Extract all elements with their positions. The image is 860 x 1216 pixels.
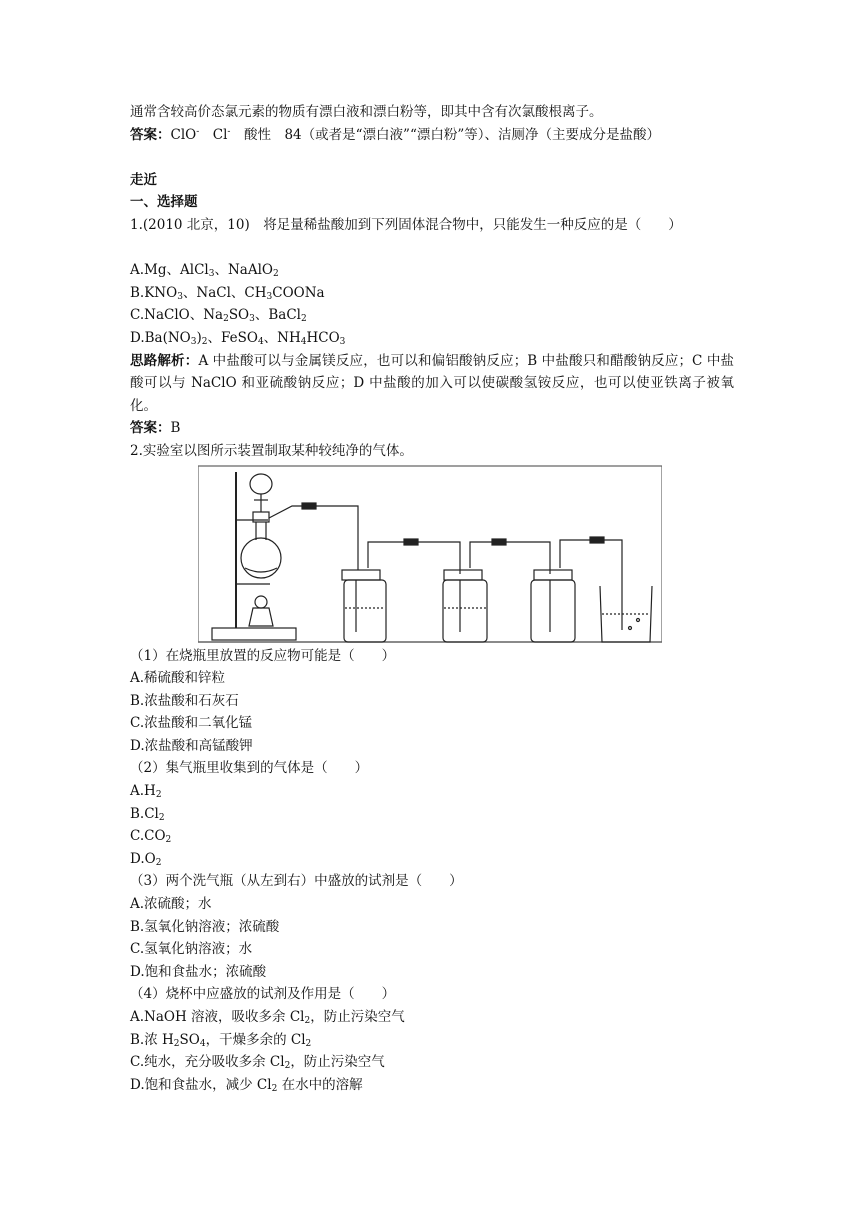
q2-sub4-option-c: C.纯水，充分吸收多余 $Cl_2$，防止污染空气 xyxy=(130,1054,385,1072)
part-title: 一、选择题 xyxy=(130,194,198,211)
q2-sub3-option-d: D.饱和食盐水；浓硫酸 xyxy=(130,963,267,980)
q1-analysis xyxy=(130,350,734,418)
q1-option-a: A.Mg、AlCl$_3$、NaAlO$_2$ xyxy=(130,262,279,280)
q2-sub4-option-a: A.NaOH 溶液，吸收多余 $Cl_2$，防止污染空气 xyxy=(130,1009,405,1026)
answer-label: 答案： xyxy=(130,126,171,143)
answer-line-1 xyxy=(130,124,740,147)
q1-answer xyxy=(130,417,740,440)
analysis-label: 思路解析： xyxy=(130,352,199,369)
q1-option-b: $B.KNO_3$、NaCl、$CH_3COONa$ xyxy=(130,284,325,302)
q2-sub1-option-c: C.浓盐酸和二氧化锰 xyxy=(130,715,253,732)
q2-sub2-option-a: $A.H_2$ xyxy=(130,783,162,801)
q2-sub1-option-b: B.浓盐酸和石灰石 xyxy=(130,692,239,709)
gas-apparatus-diagram xyxy=(198,462,662,646)
q2-sub4-option-b: B.浓 $H_2SO_4$，干燥多余的 $Cl_2$ xyxy=(130,1031,312,1049)
q2-sub2-option-d: $D.O_2$ xyxy=(130,850,162,868)
answer-rest: 酸性 84（或者是“漂白液”“漂白粉”等）、洁厕净（主要成分是盐酸） xyxy=(243,126,661,143)
q2-sub1-option-d: D.浓盐酸和高锰酸钾 xyxy=(130,737,253,754)
hypochlorite-formula: ClO- xyxy=(170,126,200,143)
q2-sub2-option-c: $C.CO_2$ xyxy=(130,828,172,846)
q2-sub2-option-b: $B.Cl_2$ xyxy=(130,805,165,823)
intro-text: 通常含较高价态氯元素的物质有漂白液和漂白粉等，即其中含有次氯酸根离子。 xyxy=(130,104,603,120)
q2-sub3-option-c: C.氢氧化钠溶液；水 xyxy=(130,941,253,958)
q1-stem: 1.(2010 北京，10) 将足量稀盐酸加到下列固体混合物中，只能发生一种反应的是（ ） xyxy=(130,216,682,233)
q2-sub1-option-a: A.稀硫酸和锌粒 xyxy=(130,670,226,687)
q2-sub1-stem: （1）在烧瓶里放置的反应物可能是（ ） xyxy=(130,647,396,664)
answer-value: B xyxy=(170,420,181,437)
q2-stem: 2.实验室以图所示装置制取某种较纯净的气体。 xyxy=(130,442,413,459)
apparatus-figure xyxy=(198,462,662,646)
q1-option-d: $D.Ba(NO_3)_2$、FeSO$_4$、$NH_4HCO_3$ xyxy=(130,329,346,347)
answer-label: 答案： xyxy=(130,420,171,437)
q2-sub4-stem: （4）烧杯中应盛放的试剂及作用是（ ） xyxy=(130,986,396,1003)
q2-sub4-option-d: D.饱和食盐水，减少 $Cl_2$ 在水中的溶解 xyxy=(130,1076,363,1094)
q2-sub3-stem: （3）两个洗气瓶（从左到右）中盛放的试剂是（ ） xyxy=(130,873,463,890)
q1-option-c: C.NaClO、$Na_2SO_3$、BaCl$_2$ xyxy=(130,307,307,325)
q2-sub3-option-a: A.浓硫酸；水 xyxy=(130,896,212,913)
q2-sub3-option-b: B.氢氧化钠溶液；浓硫酸 xyxy=(130,918,280,935)
section-title: 走近 xyxy=(130,171,157,188)
analysis-text: A 中盐酸可以与金属镁反应，也可以和偏铝酸钠反应；B 中盐酸只和醋酸钠反应；C 中盐酸可以与 NaClO 和亚硫酸钠反应；D 中盐酸的加入可以使碳酸氢铵反应，也可以使亚铁离子被氧化。 xyxy=(130,352,735,414)
chloride-formula: Cl- xyxy=(212,126,231,143)
q2-sub2-stem: （2）集气瓶里收集到的气体是（ ） xyxy=(130,760,369,777)
